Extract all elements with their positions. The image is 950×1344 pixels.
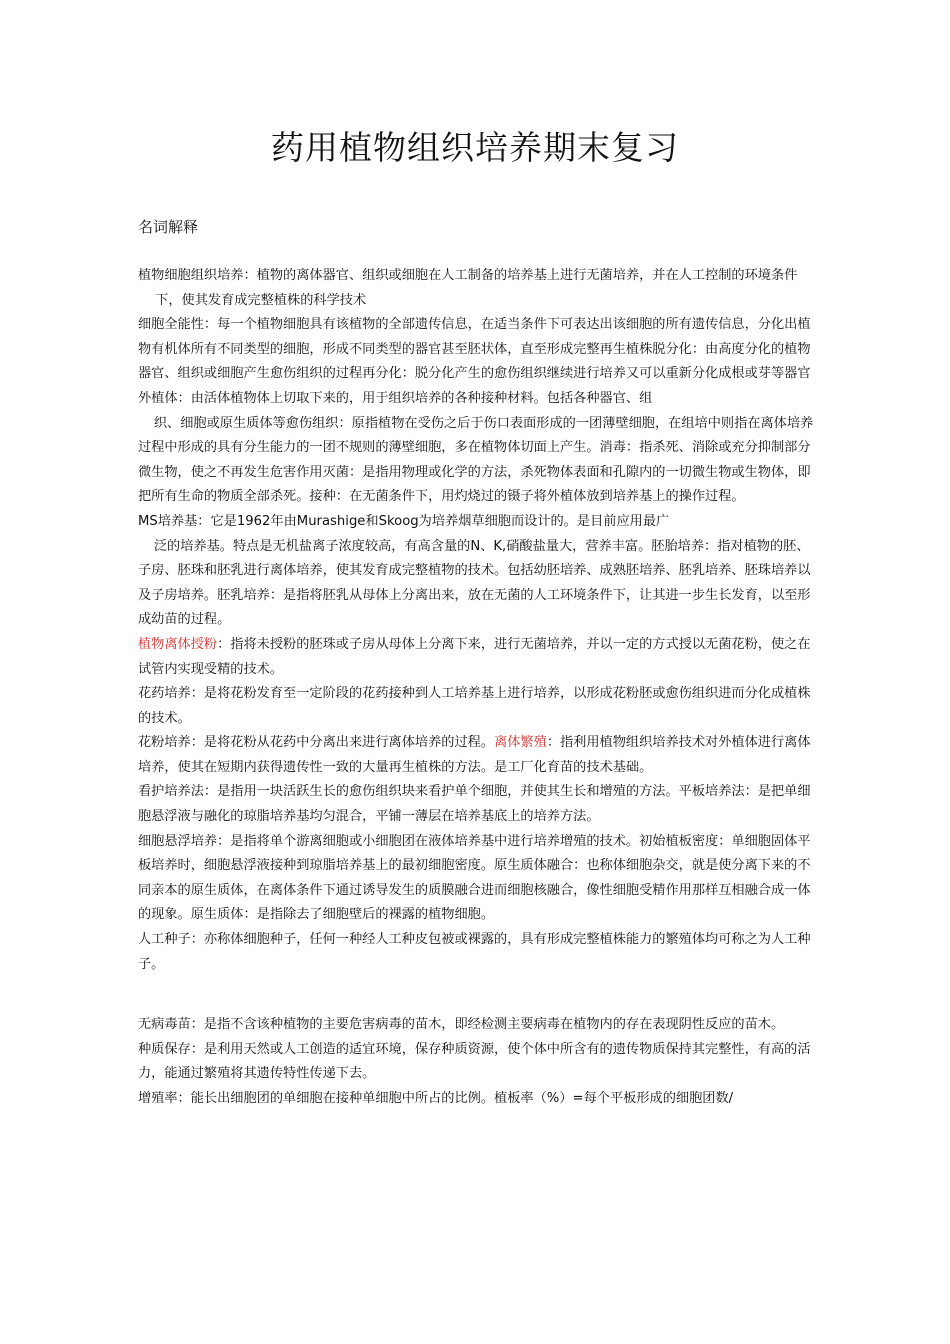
paragraph-in-vitro-pollination [138, 633, 814, 682]
paragraph-suspension-culture: 细胞悬浮培养：是指将单个游离细胞或小细胞团在液体培养基中进行培养增殖的技术。初始植板密度：单细胞固体平板培养时，细胞悬浮液接种到琼脂培养基上的最初细胞密度。原生质体融合：也称体细胞杂交，就是使分离下来的不同亲本的原生质体，在离体条件下通过诱导发生的质膜融合进而细胞核融合，像性细胞受精作用那样互相融合成一体的现象。原生质体：是指除去了细胞壁后的裸露的植物细胞。 [138, 833, 811, 923]
paragraph-plant-tissue-culture: 植物细胞组织培养：植物的离体器官、组织或细胞在人工制备的培养基上进行无菌培养，并在人工控制的环境条件下，使其发育成完整植株的科学技术 [138, 268, 798, 308]
document-body [138, 264, 814, 1112]
paragraph-artificial-seed: 人工种子：亦称体细胞种子，任何一种经人工种皮包被或裸露的，具有形成完整植株能力的繁殖体均可称之为人工种子。 [138, 932, 811, 972]
paragraph-ms-medium: MS培养基：它是1962年由Murashige和Skoog为培养烟草细胞而设计的。是目前应用最广 [138, 513, 670, 529]
paragraph-gap [138, 977, 814, 1013]
paragraph-totipotency: 细胞全能性：每一个植物细胞具有该植物的全部遗传信息，在适当条件下可表达出该细胞的所有遗传信息，分化出植物有机体所有不同类型的细胞，形成不同类型的器官甚至胚状体，直至形成完整再生植株脱分化：由高度分化的植物器官、组织或细胞产生愈伤组织的过程再分化：脱分化产生的愈伤组织继续进行培养又可以重新分化成根或芽等器官外植体：由活体植物体上切取下来的，用于组织培养的各种接种材料。包括各种器官、组 [138, 317, 811, 406]
paragraph-text: ：指将未授粉的胚珠或子房从母体上分离下来，进行无菌培养，并以一定的方式授以无菌花粉，使之在试管内实现受精的技术。 [138, 636, 811, 677]
paragraph-text: 花粉培养：是将花粉从花药中分离出来进行离体培养的过程。 [138, 735, 495, 751]
paragraph-embryo-culture: 泛的培养基。特点是无机盐离子浓度较高，有高含量的N、K,硝酸盐量大，营养丰富。胚胎培养：指对植物的胚、子房、胚珠和胚乳进行离体培养，使其发育成完整植物的技术。包括幼胚培养、成熟胚培养、胚乳培养、胚珠培养以及子房培养。胚乳培养：是指将胚乳从母体上分离出来，放在无菌的人工环境条件下，让其进一步生长发育，以至形成幼苗的过程。 [138, 538, 811, 628]
paragraph-pollen-culture [138, 731, 814, 780]
highlight-term: 离体繁殖 [494, 735, 547, 751]
section-heading: 名词解释 [138, 218, 199, 236]
paragraph-proliferation-rate: 增殖率：能长出细胞团的单细胞在接种单细胞中所占的比例。植板率（%）=每个平板形成的细胞团数/ [138, 1091, 734, 1106]
page-title: 药用植物组织培养期末复习 [271, 128, 679, 167]
paragraph-nurse-culture: 看护培养法：是指用一块活跃生长的愈伤组织块来看护单个细胞，并使其生长和增殖的方法。平板培养法：是把单细胞悬浮液与融化的琼脂培养基均匀混合，平铺一薄层在培养基底上的培养方法。 [138, 784, 811, 825]
highlight-term: 植物离体授粉 [138, 636, 218, 652]
paragraph-anther-culture: 花药培养：是将花粉发育至一定阶段的花药接种到人工培养基上进行培养，以形成花粉胚或愈伤组织进而分化成植株的技术。 [138, 686, 811, 726]
paragraph-germplasm: 种质保存：是利用天然或人工创造的适宜环境，保存种质资源，使个体中所含有的遗传物质保持其完整性，有高的活力，能通过繁殖将其遗传特性传递下去。 [138, 1041, 811, 1082]
paragraph-callus: 织、细胞或原生质体等愈伤组织：原指植物在受伤之后于伤口表面形成的一团薄壁细胞，在组培中则指在离体培养过程中形成的具有分生能力的一团不规则的薄壁细胞，多在植物体切面上产生。消毒：指杀死、消除或充分抑制部分微生物，使之不再发生危害作用灭菌：是指用物理或化学的方法，杀死物体表面和孔隙内的一切微生物或生物体，即把所有生命的物质全部杀死。接种：在无菌条件下，用灼烧过的镊子将外植体放到培养基上的操作过程。 [138, 415, 814, 505]
paragraph-virus-free: 无病毒苗：是指不含该种植物的主要危害病毒的苗木，即经检测主要病毒在植物内的存在表现阴性反应的苗木。 [138, 1017, 785, 1033]
paragraph-text: ：指利用植物组织培养技术对外植体进行离体培养，使其在短期内获得遗传性一致的大量再生植株的方法。是工厂化育苗的技术基础。 [138, 735, 811, 775]
